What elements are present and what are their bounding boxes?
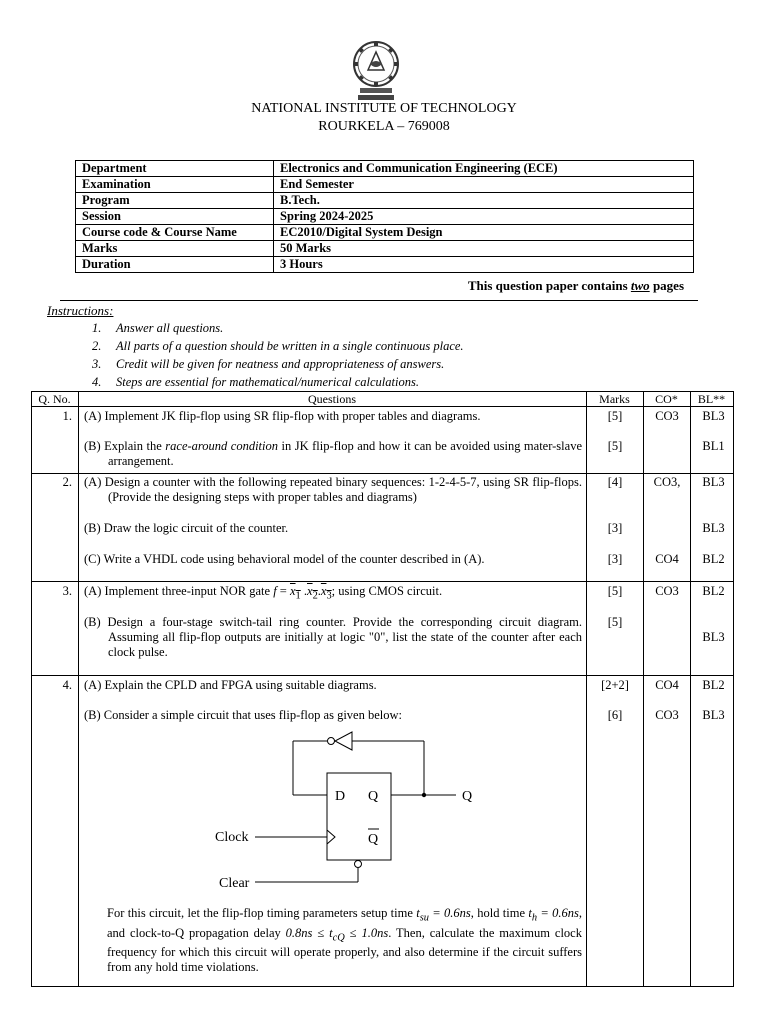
table-rule xyxy=(31,473,734,474)
instruction-item: 2. All parts of a question should be written in a single continuous place. xyxy=(92,339,464,353)
marks-4b: [6] xyxy=(607,708,623,722)
marks-3b: [5] xyxy=(607,615,623,629)
header-questions: Questions xyxy=(308,392,356,406)
bl-3b: BL3 xyxy=(702,630,725,644)
co-3a: CO3 xyxy=(655,584,679,598)
question-2c: (C) Write a VHDL code using behavioral model of the counter described in (A). xyxy=(84,552,485,566)
instruction-item: 1. Answer all questions. xyxy=(92,321,224,335)
info-value: End Semester xyxy=(274,177,694,193)
bl-2a: BL3 xyxy=(702,475,725,489)
info-key: Department xyxy=(76,161,274,177)
marks-1b: [5] xyxy=(607,439,623,453)
question-4b-paragraph: For this circuit, let the flip-flop timing parameters setup time $t_{su} = 0.6ns$, hold time $t_h = 0.6ns$, and clock-to-Q propagation delay $0.8ns \le t_{cQ} \le 1.0ns$. Then, calculate the maximum clock frequency for which this circuit will operate properly, and also determine if the circuit suffers from any hold time violations. xyxy=(107,906,582,974)
instruction-item: 3. Credit will be given for neatness and appropriateness of answers. xyxy=(92,357,445,371)
co-2a: CO3, xyxy=(653,475,681,489)
marks-2a: [4] xyxy=(607,475,623,489)
instruction-item: 4. Steps are essential for mathematical/numerical calculations. xyxy=(92,375,419,389)
info-key: Program xyxy=(76,193,274,209)
bl-3a: BL2 xyxy=(702,584,725,598)
info-row xyxy=(76,209,694,225)
table-rule xyxy=(31,391,32,987)
bl-2b: BL3 xyxy=(702,521,725,535)
output-q-label: Q xyxy=(462,789,473,804)
header-co: CO* xyxy=(655,392,678,406)
question-3a: (A) Implement three-input NOR gate $f = x_1$ $.x_2.x_3$; using CMOS circuit. xyxy=(84,584,443,602)
info-key: Examination xyxy=(76,177,274,193)
info-row xyxy=(76,225,694,241)
info-key: Session xyxy=(76,209,274,225)
clock-label: Clock xyxy=(215,830,249,845)
info-row xyxy=(76,193,694,209)
marks-2b: [3] xyxy=(607,521,623,535)
pages-note-suffix: pages xyxy=(649,278,684,293)
question-4b: (B) Consider a simple circuit that uses flip-flop as given below: xyxy=(84,708,402,722)
bl-4b: BL3 xyxy=(702,708,725,722)
marks-1a: [5] xyxy=(607,409,623,423)
pages-note-prefix: This question paper contains xyxy=(467,278,631,293)
table-rule xyxy=(690,391,691,987)
info-key: Marks xyxy=(76,241,274,257)
header-marks: Marks xyxy=(599,392,630,406)
question-number: 1. xyxy=(62,409,72,423)
bl-4a: BL2 xyxy=(702,678,725,692)
info-value: 3 Hours xyxy=(274,257,694,273)
question-2a: (A) Design a counter with the following repeated binary sequences: 1-2-4-5-7, using SR flip-flops. (Provide the designing steps with proper tables and diagrams) xyxy=(84,475,582,504)
question-number: 3. xyxy=(62,584,72,598)
co-1a: CO3 xyxy=(655,409,679,423)
pages-count: two xyxy=(630,278,650,293)
info-value: B.Tech. xyxy=(274,193,694,209)
info-row xyxy=(76,161,694,177)
co-4a: CO4 xyxy=(655,678,679,692)
clear-label: Clear xyxy=(219,876,250,891)
info-key: Duration xyxy=(76,257,274,273)
exam-info-table xyxy=(75,160,694,273)
co-2c: CO4 xyxy=(655,552,679,566)
bl-1a: BL3 xyxy=(702,409,725,423)
question-1b: (B) Explain the race-around condition in JK flip-flop and how it can be avoided using mater-slave arrangement. xyxy=(84,439,582,468)
institute-city: ROURKELA – 769008 xyxy=(318,119,450,134)
info-value: EC2010/Digital System Design xyxy=(274,225,694,241)
table-rule xyxy=(31,581,734,582)
header-bl: BL** xyxy=(697,392,726,406)
divider xyxy=(60,300,698,301)
qbar-pin-label: Q xyxy=(368,832,379,847)
marks-4a: [2+2] xyxy=(601,678,629,692)
institute-name: NATIONAL INSTITUTE OF TECHNOLOGY xyxy=(251,101,517,116)
marks-2c: [3] xyxy=(607,552,623,566)
question-3b: (B) Design a four-stage switch-tail ring counter. Provide the corresponding circuit diagram. Assuming all flip-flop outputs are initially at logic "0", list the state of the counter after each clock pulse. xyxy=(84,615,582,659)
info-row xyxy=(76,177,694,193)
nor-expression: $f = x_1$ $.x_2.x_3$; xyxy=(273,584,336,602)
pages-note xyxy=(420,278,684,294)
q-pin-label: Q xyxy=(368,789,379,804)
question-2b: (B) Draw the logic circuit of the counter. xyxy=(84,521,289,535)
instructions-title: Instructions: xyxy=(47,303,114,318)
table-rule xyxy=(31,675,734,676)
co-4b: CO3 xyxy=(655,708,679,722)
question-4a: (A) Explain the CPLD and FPGA using suitable diagrams. xyxy=(84,678,377,692)
header-qno: Q. No. xyxy=(38,392,71,406)
info-value: Electronics and Communication Engineering (ECE) xyxy=(274,161,694,177)
question-number: 2. xyxy=(62,475,72,489)
bl-2c: BL2 xyxy=(702,552,725,566)
d-pin-label: D xyxy=(335,789,346,804)
info-row xyxy=(76,257,694,273)
bl-1b: BL1 xyxy=(702,439,725,453)
table-rule xyxy=(643,391,644,987)
table-rule xyxy=(586,391,587,987)
info-value: 50 Marks xyxy=(274,241,694,257)
flip-flop-circuit-diagram xyxy=(205,728,495,896)
question-1a: (A) Implement JK flip-flop using SR flip-flop with proper tables and diagrams. xyxy=(84,409,481,423)
table-rule xyxy=(78,391,79,987)
institute-logo xyxy=(348,40,404,102)
info-key: Course code & Course Name xyxy=(76,225,274,241)
info-row xyxy=(76,241,694,257)
marks-3a: [5] xyxy=(607,584,623,598)
question-number: 4. xyxy=(62,678,72,692)
table-rule xyxy=(31,986,734,987)
info-value: Spring 2024-2025 xyxy=(274,209,694,225)
